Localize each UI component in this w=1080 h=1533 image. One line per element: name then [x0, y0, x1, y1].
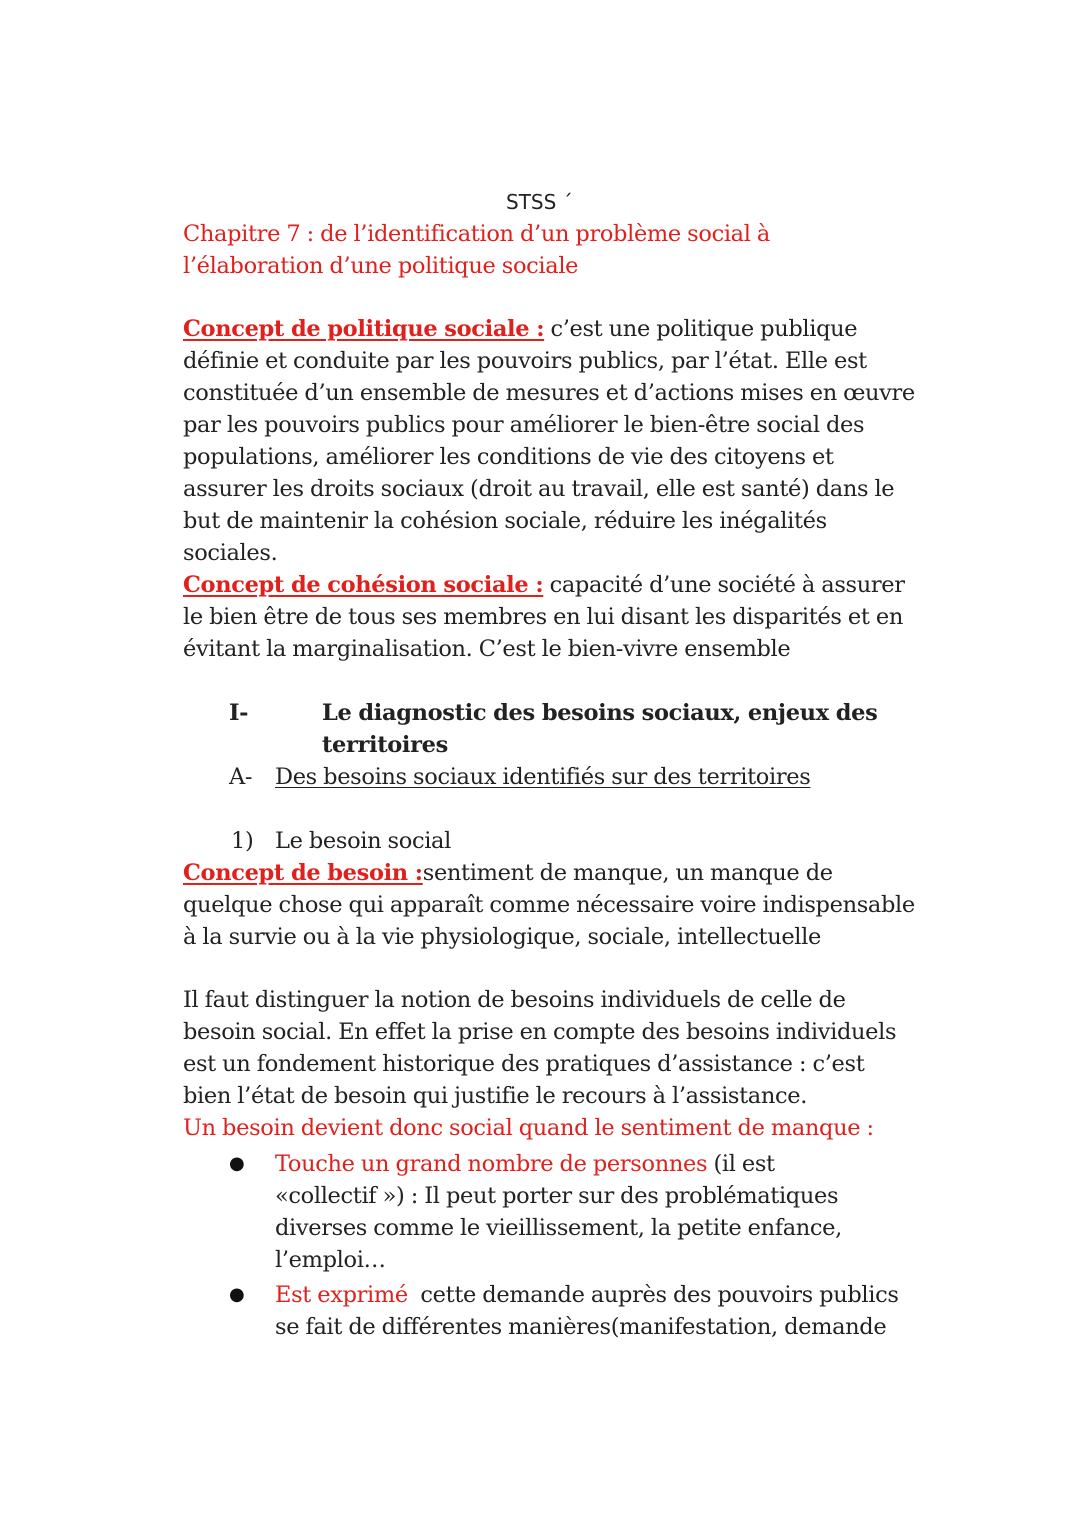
subsection-heading: Des besoins sociaux identifiés sur des territoires	[275, 764, 811, 790]
bullet-1-line: diverses comme le vieillissement, la petite enfance,	[275, 1215, 842, 1241]
paragraph-line: besoin social. En effet la prise en compte des besoins individuels	[183, 1019, 897, 1045]
politique-definition-line: par les pouvoirs publics pour améliorer le bien-être social des	[183, 412, 865, 438]
politique-definition-line: constituée d’un ensemble de mesures et d’actions mises en œuvre	[183, 380, 915, 406]
politique-definition-line-1	[183, 313, 857, 345]
besoin-definition-line-1	[183, 857, 833, 889]
politique-definition-start: c’est une politique publique	[544, 316, 858, 342]
politique-definition-line: assurer les droits sociaux (droit au travail, elle est santé) dans le	[183, 476, 895, 502]
bullet-2-highlight: Est exprimé	[275, 1282, 408, 1308]
bullet-2-start: cette demande auprès des pouvoirs publics	[407, 1282, 899, 1308]
bullet-icon: ●	[229, 1153, 245, 1174]
bullet-2-line: se fait de différentes manières(manifestation, demande	[275, 1314, 887, 1340]
bullet-1-line: «collectif ») : Il peut porter sur des problématiques	[275, 1183, 839, 1209]
section-heading-line-2: territoires	[322, 732, 448, 758]
section-heading-line-1: Le diagnostic des besoins sociaux, enjeux des	[322, 700, 878, 726]
besoin-definition-start: sentiment de manque, un manque de	[422, 860, 833, 886]
politique-definition-line: but de maintenir la cohésion sociale, réduire les inégalités	[183, 508, 827, 534]
cohesion-definition-line: le bien être de tous ses membres en lui disant les disparités et en	[183, 604, 903, 630]
besoin-definition-line: quelque chose qui apparaît comme nécessaire voire indispensable	[183, 892, 915, 918]
page-title: STSS ´	[506, 190, 573, 214]
paragraph-line: est un fondement historique des pratiques d’assistance : c’est	[183, 1051, 865, 1077]
item-heading: Le besoin social	[275, 828, 451, 854]
bullet-2-line-1	[275, 1279, 899, 1311]
politique-definition-line: sociales.	[183, 540, 278, 566]
bullet-icon: ●	[229, 1284, 245, 1305]
chapter-title-line-1: Chapitre 7 : de l’identification d’un problème social à	[183, 221, 770, 247]
chapter-title-line-2: l’élaboration d’une politique sociale	[183, 253, 579, 279]
cohesion-definition-line: évitant la marginalisation. C’est le bien-vivre ensemble	[183, 636, 791, 662]
politique-definition-line: populations, améliorer les conditions de vie des citoyens et	[183, 444, 834, 470]
cohesion-term: Concept de cohésion sociale :	[183, 572, 544, 598]
bullet-1-line-1	[275, 1148, 775, 1180]
bullet-1-highlight: Touche un grand nombre de personnes	[275, 1151, 708, 1177]
cohesion-definition-line-1	[183, 569, 905, 601]
politique-definition-line: définie et conduite par les pouvoirs publics, par l’état. Elle est	[183, 348, 867, 374]
cohesion-definition-start: capacité d’une société à assurer	[543, 572, 905, 598]
paragraph-line: bien l’état de besoin qui justifie le recours à l’assistance.	[183, 1083, 808, 1109]
bullet-1-start: (il est	[707, 1151, 775, 1177]
besoin-definition-line: à la survie ou à la vie physiologique, sociale, intellectuelle	[183, 924, 821, 950]
subsection-letter: A-	[229, 764, 253, 790]
item-number: 1)	[231, 828, 254, 854]
besoin-term: Concept de besoin :	[183, 860, 423, 886]
bullet-1-line: l’emploi…	[275, 1247, 386, 1273]
politique-term: Concept de politique sociale :	[183, 316, 545, 342]
section-number: I-	[229, 700, 249, 726]
paragraph-line: Il faut distinguer la notion de besoins individuels de celle de	[183, 987, 846, 1013]
red-statement: Un besoin devient donc social quand le sentiment de manque :	[183, 1115, 874, 1141]
